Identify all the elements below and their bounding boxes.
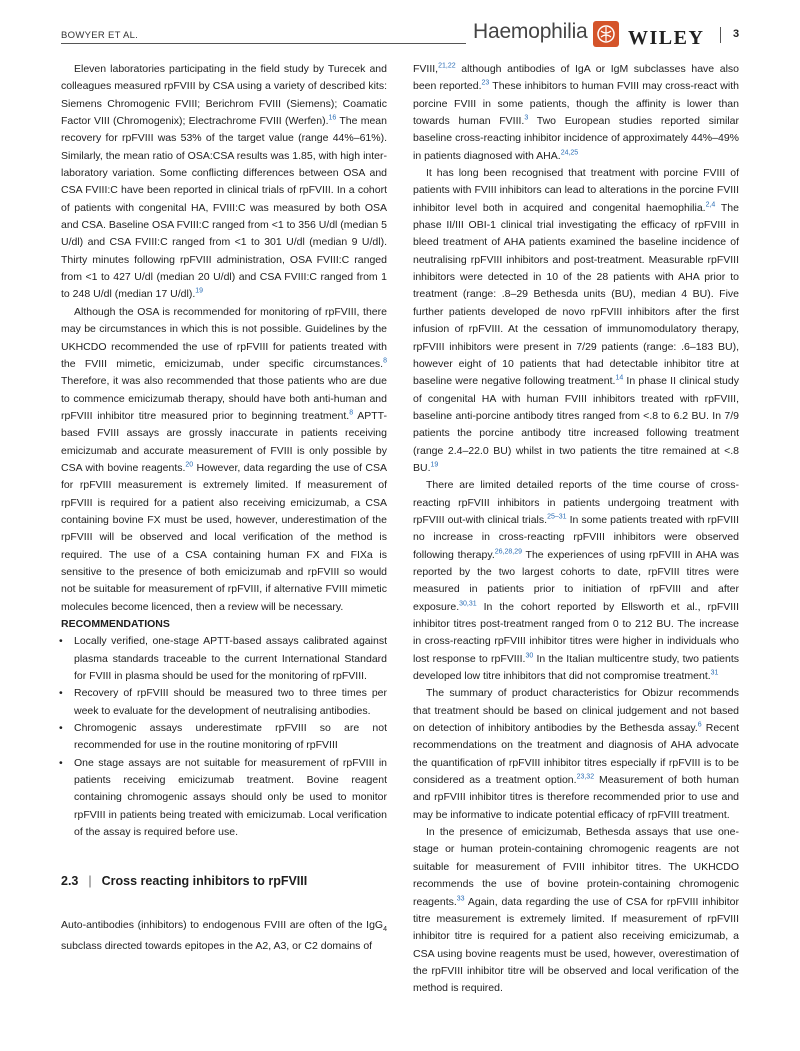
citation-link[interactable]: 23,32	[576, 773, 595, 781]
citation-link[interactable]: 8	[383, 357, 387, 365]
list-item: • One stage assays are not suitable for measurement of rpFVIII in patients receiving emicizumab treatment. Bovine reagent containing chromogenic assays should only be used to monitor rpFVIII in patients being treated with emicizumab. Local verification of the assay is required before use.	[61, 755, 387, 842]
list-item: • Recovery of rpFVIII should be measured two to three times per week to evaluate for the development of neutralising antibodies.	[61, 685, 387, 720]
recommendations-heading: RECOMMENDATIONS	[61, 618, 170, 630]
paragraph: FVIII,$^{21,22}$ although antibodies of IgA or IgM subclasses have also been reported.$^{23}$ These inhibitors to human FVIII may cross-react with porcine FVIII in some patients, though the affinity is lower than towards human FVIII.$^3$ Two European studies reported similar baseline cross-reacting inhibitor incidence of approximately 44%–49% in patients diagnosed with AHA.$^{24,25}$	[413, 62, 739, 162]
recommendations-list	[61, 633, 387, 841]
page-header	[61, 22, 741, 52]
journal-name: Haemophilia	[473, 20, 588, 43]
paragraph: Although the OSA is recommended for monitoring of rpFVIII, there may be circumstances in which this is not possible. Guidelines by the UKHCDO recommended the use of rpFVIII for patients treated with the FVIII mimetic, emicizumab, under specific circumstances.$^8$ Therefore, it was also recommended that those patients who are due to commence emicizumab therapy, should have both anti-human and rpFVIII inhibitor titre measured prior to beginning treatment.$^8$ APTT-based FVIII assays are grossly inaccurate in patients receiving emicizumab and accurate measurement of FVIII is only possible by CSA with bovine reagents.$^{20}$ However, data regarding the use of CSA for rpFVIII measurement is extremely limited. If measurement of rpFVIII is required for a patient also receiving emicizumab, a CSA containing bovine FX must be used, however, underestimation of the rpFVIII will be observed and local verification of the method is required. The use of a CSA containing human FX and FIXa is sensitive to the presence of both emicizumab and rpFVIII so would not be suitable for measurement of rpFVIII, if alternative FVIII mimetic molecules become licenced, then a review will be necessary.	[61, 305, 387, 613]
paragraph: The summary of product characteristics for Obizur recommends that treatment should be based on clinical judgement and not based on detection of inhibitory antibodies by the Bethesda assay.$^6$ Recent recommendations on the treatment and diagnosis of AHA advocate the quantification of rpFVIII inhibitor titres especially if rpFVIII is to be considered as a treatment option.$^{23,32}$ Measurement of both human and rpFVIII inhibitor titres is therefore recommended prior to use and may be informative to indicate potential efficacy of rpFVIII treatment.	[413, 687, 740, 821]
paragraph: Auto-antibodies (inhibitors) to endogenous FVIII are often of the IgG$_4$ subclass directed towards epitopes in the A2, A3, or C2 domains of	[61, 918, 387, 953]
citation-link[interactable]: 31	[710, 669, 719, 677]
paragraph: It has long been recognised that treatment with porcine FVIII of patients with FVIII inhibitors can lead to alterations in the porcine FVIII inhibitor level both in acquired and congenital haemophilia.$^{2,4}$ The phase II/III OBI-1 clinical trial investigating the efficacy of rpFVIII in bleed treatment of AHA patients examined the baseline incidence of neutralising rpFVIII inhibitors and post-treatment. Measurable rpFVIII inhibitors were detected in 10 of the 28 patients with AHA prior to treatment (range: .8–29 Bethesda units (BU), median 4 BU). Five further patients developed de novo rpFVIII inhibitors after the first infusion of rpFVIII. At the cessation of immunomodulatory therapy, rpFVIII inhibitors were present in 7/29 patients (range: .6–183 BU), however eight of 10 patients that had detectable inhibitor titre at baseline were negative following treatment.$^{14}$ In phase II clinical study of congenital HA with human FVIII inhibitors treated with rpFVIII, baseline anti-porcine antibody titres ranged from <.8 to 6.2 BU. In 7/9 patients the porcine antibody titre increased following treatment (range 2.4–22.0 BU) whilst in two patients the titre remained at <.8 BU.$^{19}$	[413, 167, 739, 474]
citation-link[interactable]: 2,4	[705, 201, 716, 209]
header-separator	[720, 27, 721, 43]
list-item: • Chromogenic assays underestimate rpFVIII so are not recommended for use in the routine monitoring of rpFVIII	[61, 720, 387, 755]
journal-logo-icon	[593, 21, 619, 47]
citation-link[interactable]: 20	[185, 461, 194, 469]
citation-link[interactable]: 23	[481, 79, 490, 87]
citation-link[interactable]: 33	[456, 895, 465, 902]
citation-link[interactable]: 8	[349, 409, 354, 417]
right-column	[413, 61, 739, 998]
citation-link[interactable]: 19	[430, 461, 439, 469]
citation-link[interactable]: 19	[195, 287, 204, 295]
section-heading: 2.3 | Cross reacting inhibitors to rpFVIII	[61, 874, 308, 889]
running-head-authors: BOWYER ET AL.	[61, 30, 139, 41]
paragraph: In the presence of emicizumab, Bethesda assays that use one-stage or human protein-containing chromogenic reagents are not suitable for measurement of FVIII inhibitor titres. The UKHCDO recommends the use of bovine protein-containing chromogenic reagents.$^{33}$ Again, data regarding the use of CSA for rpFVIII inhibitor titre measurement is extremely limited. If measurement of rpFVIII inhibitor titre is required for a patient also receiving emicizumab, a CSA using bovine reagents must be used, however, overestimation of the rpFVIII inhibitor titre will be observed and local verification of the method is required.	[413, 826, 739, 995]
citation-link[interactable]: 30	[525, 652, 534, 660]
citation-link[interactable]: 26,28,29	[494, 548, 522, 556]
section-title: Cross reacting inhibitors to rpFVIII	[101, 874, 308, 889]
list-item: • Locally verified, one-stage APTT-based assays calibrated against plasma standards traceable to the current International Standard for FVIII in plasma should be used for the monitoring of rpFVIII.	[61, 633, 387, 685]
citation-link[interactable]: 30,31	[459, 600, 477, 608]
citation-link[interactable]: 3	[524, 114, 529, 122]
header-rule	[61, 43, 466, 44]
citation-link[interactable]: 24,25	[560, 149, 579, 157]
left-column	[61, 61, 387, 956]
citation-link[interactable]: 21,22	[438, 62, 456, 70]
publisher-logo: WILEY	[628, 27, 705, 49]
page-number: 3	[733, 28, 740, 40]
citation-link[interactable]: 25–31	[547, 513, 567, 521]
citation-link[interactable]: 14	[615, 374, 624, 382]
section-number: 2.3	[61, 874, 79, 889]
citation-link[interactable]: 16	[328, 114, 337, 122]
paragraph: There are limited detailed reports of the time course of cross-reacting rpFVIII inhibitors in patients undergoing treatment with rpFVIII out-with clinical trials.$^{25-31}$ In some patients treated with rpFVIII no increase in cross-reacting rpFVIII inhibitors were observed following therapy.$^{26,28,29}$ The experiences of using rpFVIII in AHA was reported by the two largest cohorts to date, rpFVIII titres were measured in patients prior to initiation of rpFVIII and after exposure.$^{30,31}$ In the cohort reported by Ellsworth et al., rpFVIII inhibitor titres post-treatment ranged from 0 to 212 BU. The increase in cross-reacting rpFVIII inhibitor titres were higher in individuals who lost response to rpFVIII.$^{30}$ In the Italian multicentre study, two patients developed low titre inhibitors that did not compromise treatment.$^{31}$	[413, 479, 739, 683]
paragraph: Eleven laboratories participating in the field study by Turecek and colleagues measured rpFVIII by CSA using a variety of described kits: Siemens Chromogenic FVIII; Berichrom FVIII (Siemens); Coamatic Factor VIII (Chromogenix); Electrachrome FVIII (Werfen).$^{16}$ The mean recovery for rpFVIII was 53% of the target value (range 44%–61%). Similarly, the mean ratio of OSA:CSA results was 1.85, with high inter-laboratory variation. Some conflicting differences between OSA and CSA FVIII:C have been reported in clinical trials of rpFVIII. In a cohort of patients with congenital HA, FVIII:C was measured by both OSA and CSA. Baseline OSA FVIII:C ranged from <1 to 356 U/dl (median 5 U/dl) and CSA FVIII:C ranged from <1 to 301 U/dl (median 9 U/dl). Thirty minutes following rpFVIII administration, OSA FVIII:C ranged from <1 to 427 U/dl (median 20 U/dl) and CSA FVIII:C ranged from 1 to 248 U/dl (median 17 U/dl).$^{19}$	[61, 63, 387, 301]
citation-link[interactable]: 6	[697, 721, 702, 729]
